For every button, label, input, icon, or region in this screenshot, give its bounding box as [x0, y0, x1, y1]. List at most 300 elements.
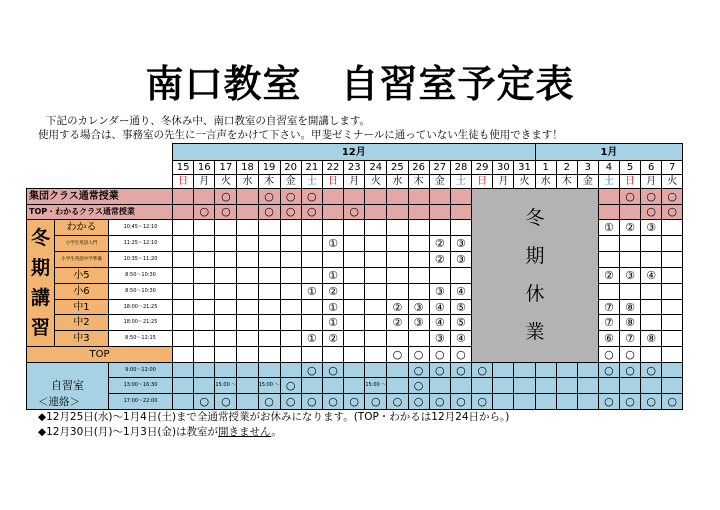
schedule-mark: [237, 315, 258, 331]
schedule-mark: [450, 267, 471, 283]
schedule-mark: [215, 315, 237, 331]
schedule-mark: [215, 331, 237, 347]
notes-section: [38, 395, 509, 440]
jishu-time: 9:00～12:00: [109, 362, 173, 378]
schedule-mark: [237, 267, 258, 283]
jishu-mark: [535, 378, 556, 394]
schedule-mark: [194, 267, 215, 283]
schedule-mark: ○: [450, 347, 471, 363]
winter-break-char: 冬: [525, 207, 545, 230]
schedule-mark: [322, 204, 343, 220]
jishu-mark: ○: [408, 378, 429, 394]
schedule-mark: [215, 220, 237, 236]
schedule-mark: [365, 204, 387, 220]
notes-line-2-start: ◆12月30日(月)～1月3日(金)は教室が: [38, 426, 219, 438]
schedule-mark: ○: [258, 189, 280, 205]
schedule-mark: [365, 315, 387, 331]
schedule-mark: ○: [598, 347, 619, 363]
schedule-mark: ③: [429, 283, 450, 299]
schedule-mark: [215, 236, 237, 252]
schedule-mark: [429, 204, 450, 220]
schedule-mark: [301, 236, 322, 252]
schedule-mark: [258, 347, 280, 363]
weekday-cell: 火: [662, 175, 683, 189]
schedule-mark: [237, 331, 258, 347]
schedule-mark: ○: [662, 189, 683, 205]
schedule-table: [26, 143, 683, 410]
weekday-cell: 月: [344, 175, 365, 189]
jishu-mark: [662, 362, 683, 378]
schedule-mark: [173, 283, 194, 299]
winter-break-char: 休: [525, 283, 545, 306]
schedule-mark: ○: [387, 347, 408, 363]
weekday-cell: 月: [194, 175, 215, 189]
schedule-mark: [237, 299, 258, 315]
jishu-mark: 15:00 ～: [258, 378, 280, 394]
winter-break-char: 期: [525, 245, 545, 268]
schedule-mark: ○: [408, 347, 429, 363]
schedule-mark: [662, 267, 683, 283]
schedule-mark: [237, 283, 258, 299]
jishu-mark: [387, 378, 408, 394]
jishu-mark: [301, 378, 322, 394]
date-cell: 23: [344, 161, 365, 175]
page-title: 南口教室 自習室予定表: [145, 62, 575, 106]
winter-course-char: 習: [30, 317, 50, 340]
schedule-mark: [237, 236, 258, 252]
schedule-mark: [280, 347, 301, 363]
jishu-mark: [173, 378, 194, 394]
schedule-mark: [641, 251, 662, 267]
schedule-mark: ○: [641, 204, 662, 220]
schedule-mark: [365, 236, 387, 252]
schedule-mark: [429, 267, 450, 283]
schedule-mark: [662, 283, 683, 299]
jishu-mark: ○: [215, 393, 237, 409]
schedule-mark: [301, 347, 322, 363]
jishu-mark: ○: [450, 362, 471, 378]
schedule-mark: [450, 204, 471, 220]
jishu-mark: [514, 378, 535, 394]
weekday-cell: 月: [641, 175, 662, 189]
schedule-mark: [429, 220, 450, 236]
row-label-chu3: 中3: [55, 331, 109, 347]
schedule-mark: [237, 251, 258, 267]
schedule-mark: ③: [641, 220, 662, 236]
schedule-mark: ○: [215, 204, 237, 220]
row-time-wakaru: 10:45～12:10: [109, 220, 173, 236]
weekday-cell: 日: [173, 175, 194, 189]
jishu-mark: [535, 393, 556, 409]
schedule-mark: ③: [408, 315, 429, 331]
jishu-mark: ○: [641, 362, 662, 378]
schedule-mark: [280, 331, 301, 347]
schedule-mark: [173, 331, 194, 347]
schedule-mark: [194, 189, 215, 205]
jishu-mark: [194, 362, 215, 378]
date-cell: 15: [173, 161, 194, 175]
winter-break-char: 業: [525, 321, 545, 344]
schedule-mark: [237, 347, 258, 363]
date-cell: 26: [408, 161, 429, 175]
schedule-mark: [662, 236, 683, 252]
schedule-mark: [365, 220, 387, 236]
row-time-sho6: 8:50～10:30: [109, 283, 173, 299]
row-label-sho5: 小5: [55, 267, 109, 283]
schedule-mark: [215, 267, 237, 283]
schedule-mark: ①: [322, 299, 343, 315]
schedule-mark: ①: [301, 283, 322, 299]
schedule-mark: ②: [387, 299, 408, 315]
schedule-mark: [301, 267, 322, 283]
schedule-mark: [662, 251, 683, 267]
schedule-mark: [280, 236, 301, 252]
weekday-cell: 金: [577, 175, 598, 189]
schedule-mark: [280, 251, 301, 267]
jishu-mark: ○: [472, 393, 493, 409]
schedule-mark: [408, 236, 429, 252]
schedule-mark: [322, 189, 343, 205]
jishu-mark: [535, 362, 556, 378]
jishu-mark: ○: [258, 393, 280, 409]
schedule-mark: ②: [322, 331, 343, 347]
date-cell: 19: [258, 161, 280, 175]
blank-date-cell: [27, 161, 173, 175]
jishu-mark: ○: [301, 393, 322, 409]
row-label-shogaku_nyumon: 小学生英語入門: [55, 236, 109, 252]
jishu-mark: [556, 393, 577, 409]
schedule-mark: [344, 236, 365, 252]
schedule-mark: [344, 251, 365, 267]
schedule-mark: ②: [429, 236, 450, 252]
schedule-mark: ○: [662, 204, 683, 220]
row-label-chu2: 中2: [55, 315, 109, 331]
schedule-mark: [173, 204, 194, 220]
row-time-shogaku_nyumon: 11:25～12:10: [109, 236, 173, 252]
schedule-mark: ②: [620, 220, 641, 236]
schedule-mark: ○: [620, 347, 641, 363]
jishu-mark: [620, 378, 641, 394]
schedule-mark: ○: [641, 189, 662, 205]
schedule-mark: [173, 347, 194, 363]
schedule-mark: [662, 299, 683, 315]
schedule-mark: ○: [215, 189, 237, 205]
jishu-mark: ○: [472, 362, 493, 378]
weekday-cell: 水: [387, 175, 408, 189]
jishu-mark: [641, 378, 662, 394]
jishu-mark: [577, 362, 598, 378]
schedule-mark: [237, 204, 258, 220]
schedule-mark: [258, 251, 280, 267]
schedule-mark: [280, 283, 301, 299]
schedule-mark: ④: [429, 315, 450, 331]
schedule-mark: [387, 251, 408, 267]
schedule-mark: ○: [344, 204, 365, 220]
date-cell: 28: [450, 161, 471, 175]
weekday-cell: 水: [237, 175, 258, 189]
winter-course-char: 講: [30, 287, 50, 310]
jishu-mark: ○: [322, 393, 343, 409]
row-label-chu1: 中1: [55, 299, 109, 315]
jishu-mark: [387, 362, 408, 378]
notes-line-1: ◆12月25日(水)～1月4日(土)まで全通常授業がお休みになります。(TOP・わかるは12月24日から。): [38, 411, 510, 423]
schedule-mark: ①: [598, 220, 619, 236]
jishu-mark: [493, 362, 514, 378]
jishu-mark: [556, 378, 577, 394]
schedule-mark: [344, 267, 365, 283]
jishu-mark: [514, 362, 535, 378]
jishu-mark: [556, 362, 577, 378]
jishu-mark: ○: [387, 393, 408, 409]
schedule-mark: ①: [322, 267, 343, 283]
jishu-time: 13:00～16:30: [109, 378, 173, 394]
schedule-mark: ④: [429, 299, 450, 315]
row-shudan: [27, 189, 683, 205]
schedule-mark: [194, 315, 215, 331]
schedule-mark: [344, 315, 365, 331]
date-row: [27, 161, 683, 175]
notes-heading: ＜連絡＞: [38, 396, 80, 408]
jishu-mark: [598, 378, 619, 394]
schedule-mark: ○: [280, 189, 301, 205]
weekday-cell: 木: [556, 175, 577, 189]
jishu-mark: [237, 362, 258, 378]
schedule-mark: [194, 283, 215, 299]
schedule-mark: [387, 283, 408, 299]
date-cell: 17: [215, 161, 237, 175]
date-cell: 31: [514, 161, 535, 175]
date-cell: 2: [556, 161, 577, 175]
schedule-mark: [365, 299, 387, 315]
schedule-mark: [280, 220, 301, 236]
winter-course-label: [27, 220, 55, 347]
blank-header-cell: [27, 144, 173, 161]
month-label-january: 1月: [535, 144, 683, 161]
schedule-mark: [322, 347, 343, 363]
weekday-cell: 土: [450, 175, 471, 189]
winter-course-char: 期: [30, 257, 50, 280]
jishu-mark: ○: [598, 393, 619, 409]
intro-line-2: 使用する場合は、事務室の先生に一言声をかけて下さい。甲斐ゼミナールに通っていない生徒も使用できます！: [38, 129, 563, 141]
schedule-mark: [641, 347, 662, 363]
row-time-sho5: 8:50～10:30: [109, 267, 173, 283]
jishu-label: 自習室: [27, 362, 109, 409]
schedule-mark: [387, 204, 408, 220]
jishu-mark: [322, 378, 343, 394]
jishu-mark: ○: [280, 393, 301, 409]
row-time-shogaku_junbi: 10:35～11:20: [109, 251, 173, 267]
schedule-mark: ②: [322, 283, 343, 299]
schedule-mark: ②: [387, 315, 408, 331]
date-cell: 5: [620, 161, 641, 175]
schedule-mark: ⑦: [620, 331, 641, 347]
schedule-mark: ⑤: [450, 299, 471, 315]
schedule-mark: [258, 283, 280, 299]
date-cell: 25: [387, 161, 408, 175]
schedule-mark: ○: [258, 204, 280, 220]
jishu-mark: [344, 378, 365, 394]
schedule-mark: [598, 189, 619, 205]
weekday-row: [27, 175, 683, 189]
date-cell: 22: [322, 161, 343, 175]
schedule-mark: [322, 251, 343, 267]
weekday-cell: 日: [620, 175, 641, 189]
schedule-mark: ④: [450, 331, 471, 347]
date-cell: 7: [662, 161, 683, 175]
schedule-mark: [344, 189, 365, 205]
schedule-mark: [258, 331, 280, 347]
schedule-mark: [408, 283, 429, 299]
schedule-mark: ①: [322, 236, 343, 252]
schedule-mark: ⑥: [598, 331, 619, 347]
schedule-mark: [387, 189, 408, 205]
notes-line-2-underlined: 開きません: [218, 426, 272, 438]
schedule-mark: ⑦: [598, 299, 619, 315]
schedule-mark: ⑧: [620, 315, 641, 331]
schedule-mark: [598, 251, 619, 267]
schedule-mark: [620, 251, 641, 267]
weekday-cell: 金: [280, 175, 301, 189]
jishu-mark: [365, 362, 387, 378]
schedule-mark: ②: [429, 251, 450, 267]
row-jishu-slot: [27, 362, 683, 378]
jishu-mark: [258, 362, 280, 378]
schedule-mark: [194, 251, 215, 267]
weekday-cell: 土: [301, 175, 322, 189]
jishu-mark: ○: [598, 362, 619, 378]
schedule-mark: [194, 347, 215, 363]
schedule-mark: ○: [301, 189, 322, 205]
date-cell: 24: [365, 161, 387, 175]
schedule-mark: [662, 315, 683, 331]
jishu-mark: ○: [620, 393, 641, 409]
schedule-mark: [258, 267, 280, 283]
weekday-cell: 火: [514, 175, 535, 189]
schedule-mark: ⑦: [598, 315, 619, 331]
jishu-mark: [514, 393, 535, 409]
jishu-mark: ○: [365, 393, 387, 409]
schedule-mark: [598, 204, 619, 220]
schedule-mark: ②: [598, 267, 619, 283]
weekday-cell: 火: [365, 175, 387, 189]
jishu-mark: [662, 378, 683, 394]
date-cell: 21: [301, 161, 322, 175]
date-cell: 18: [237, 161, 258, 175]
schedule-mark: [408, 331, 429, 347]
schedule-mark: [387, 236, 408, 252]
jishu-mark: ○: [429, 393, 450, 409]
jishu-mark: ○: [322, 362, 343, 378]
schedule-mark: ○: [429, 347, 450, 363]
schedule-mark: [641, 315, 662, 331]
row-label-shogaku_junbi: 小学生英語中学準備: [55, 251, 109, 267]
jishu-mark: ○: [301, 362, 322, 378]
schedule-mark: [173, 299, 194, 315]
schedule-mark: [344, 347, 365, 363]
schedule-mark: [215, 299, 237, 315]
schedule-mark: [301, 315, 322, 331]
month-header-row: [27, 144, 683, 161]
date-cell: 4: [598, 161, 619, 175]
schedule-mark: [173, 220, 194, 236]
jishu-mark: [344, 362, 365, 378]
row-label-top: TOP: [27, 347, 173, 363]
schedule-mark: [215, 347, 237, 363]
schedule-mark: [237, 220, 258, 236]
date-cell: 3: [577, 161, 598, 175]
schedule-mark: [365, 189, 387, 205]
jishu-mark: [194, 378, 215, 394]
schedule-mark: [173, 267, 194, 283]
schedule-mark: [280, 267, 301, 283]
jishu-mark: ○: [450, 393, 471, 409]
jishu-mark: [472, 378, 493, 394]
weekday-cell: 金: [429, 175, 450, 189]
schedule-mark: ①: [301, 331, 322, 347]
schedule-mark: ○: [194, 204, 215, 220]
jishu-mark: [429, 378, 450, 394]
schedule-mark: [301, 220, 322, 236]
schedule-mark: ○: [301, 204, 322, 220]
schedule-mark: [194, 331, 215, 347]
schedule-mark: [408, 189, 429, 205]
schedule-mark: [365, 347, 387, 363]
jishu-mark: 15:00 ～: [365, 378, 387, 394]
schedule-mark: [620, 236, 641, 252]
schedule-mark: [194, 299, 215, 315]
schedule-mark: ①: [322, 315, 343, 331]
schedule-mark: [387, 331, 408, 347]
schedule-mark: [258, 220, 280, 236]
schedule-mark: ③: [450, 236, 471, 252]
intro-line-1: 下記のカレンダー通り、冬休み中、南口教室の自習室を開講します。: [46, 115, 370, 127]
schedule-mark: [365, 283, 387, 299]
schedule-mark: [620, 204, 641, 220]
notes-line-2: [38, 425, 509, 440]
date-cell: 27: [429, 161, 450, 175]
jishu-mark: ○: [344, 393, 365, 409]
schedule-mark: [344, 283, 365, 299]
weekday-cell: 木: [258, 175, 280, 189]
schedule-mark: [365, 251, 387, 267]
schedule-mark: ○: [620, 189, 641, 205]
jishu-mark: [237, 378, 258, 394]
schedule-mark: [387, 267, 408, 283]
schedule-mark: [598, 283, 619, 299]
weekday-cell: 日: [472, 175, 493, 189]
row-label-sho6: 小6: [55, 283, 109, 299]
jishu-mark: [493, 378, 514, 394]
schedule-mark: [429, 189, 450, 205]
schedule-mark: ③: [408, 299, 429, 315]
jishu-mark: [577, 393, 598, 409]
schedule-mark: [450, 189, 471, 205]
schedule-mark: [641, 236, 662, 252]
schedule-mark: [344, 331, 365, 347]
jishu-mark: ○: [662, 393, 683, 409]
schedule-mark: [408, 251, 429, 267]
schedule-mark: [408, 267, 429, 283]
schedule-mark: [173, 236, 194, 252]
jishu-mark: [280, 362, 301, 378]
schedule-mark: ③: [429, 331, 450, 347]
schedule-mark: [344, 299, 365, 315]
schedule-mark: [344, 220, 365, 236]
winter-break-block: [472, 189, 599, 363]
schedule-mark: [662, 220, 683, 236]
weekday-cell: 木: [408, 175, 429, 189]
date-cell: 30: [493, 161, 514, 175]
